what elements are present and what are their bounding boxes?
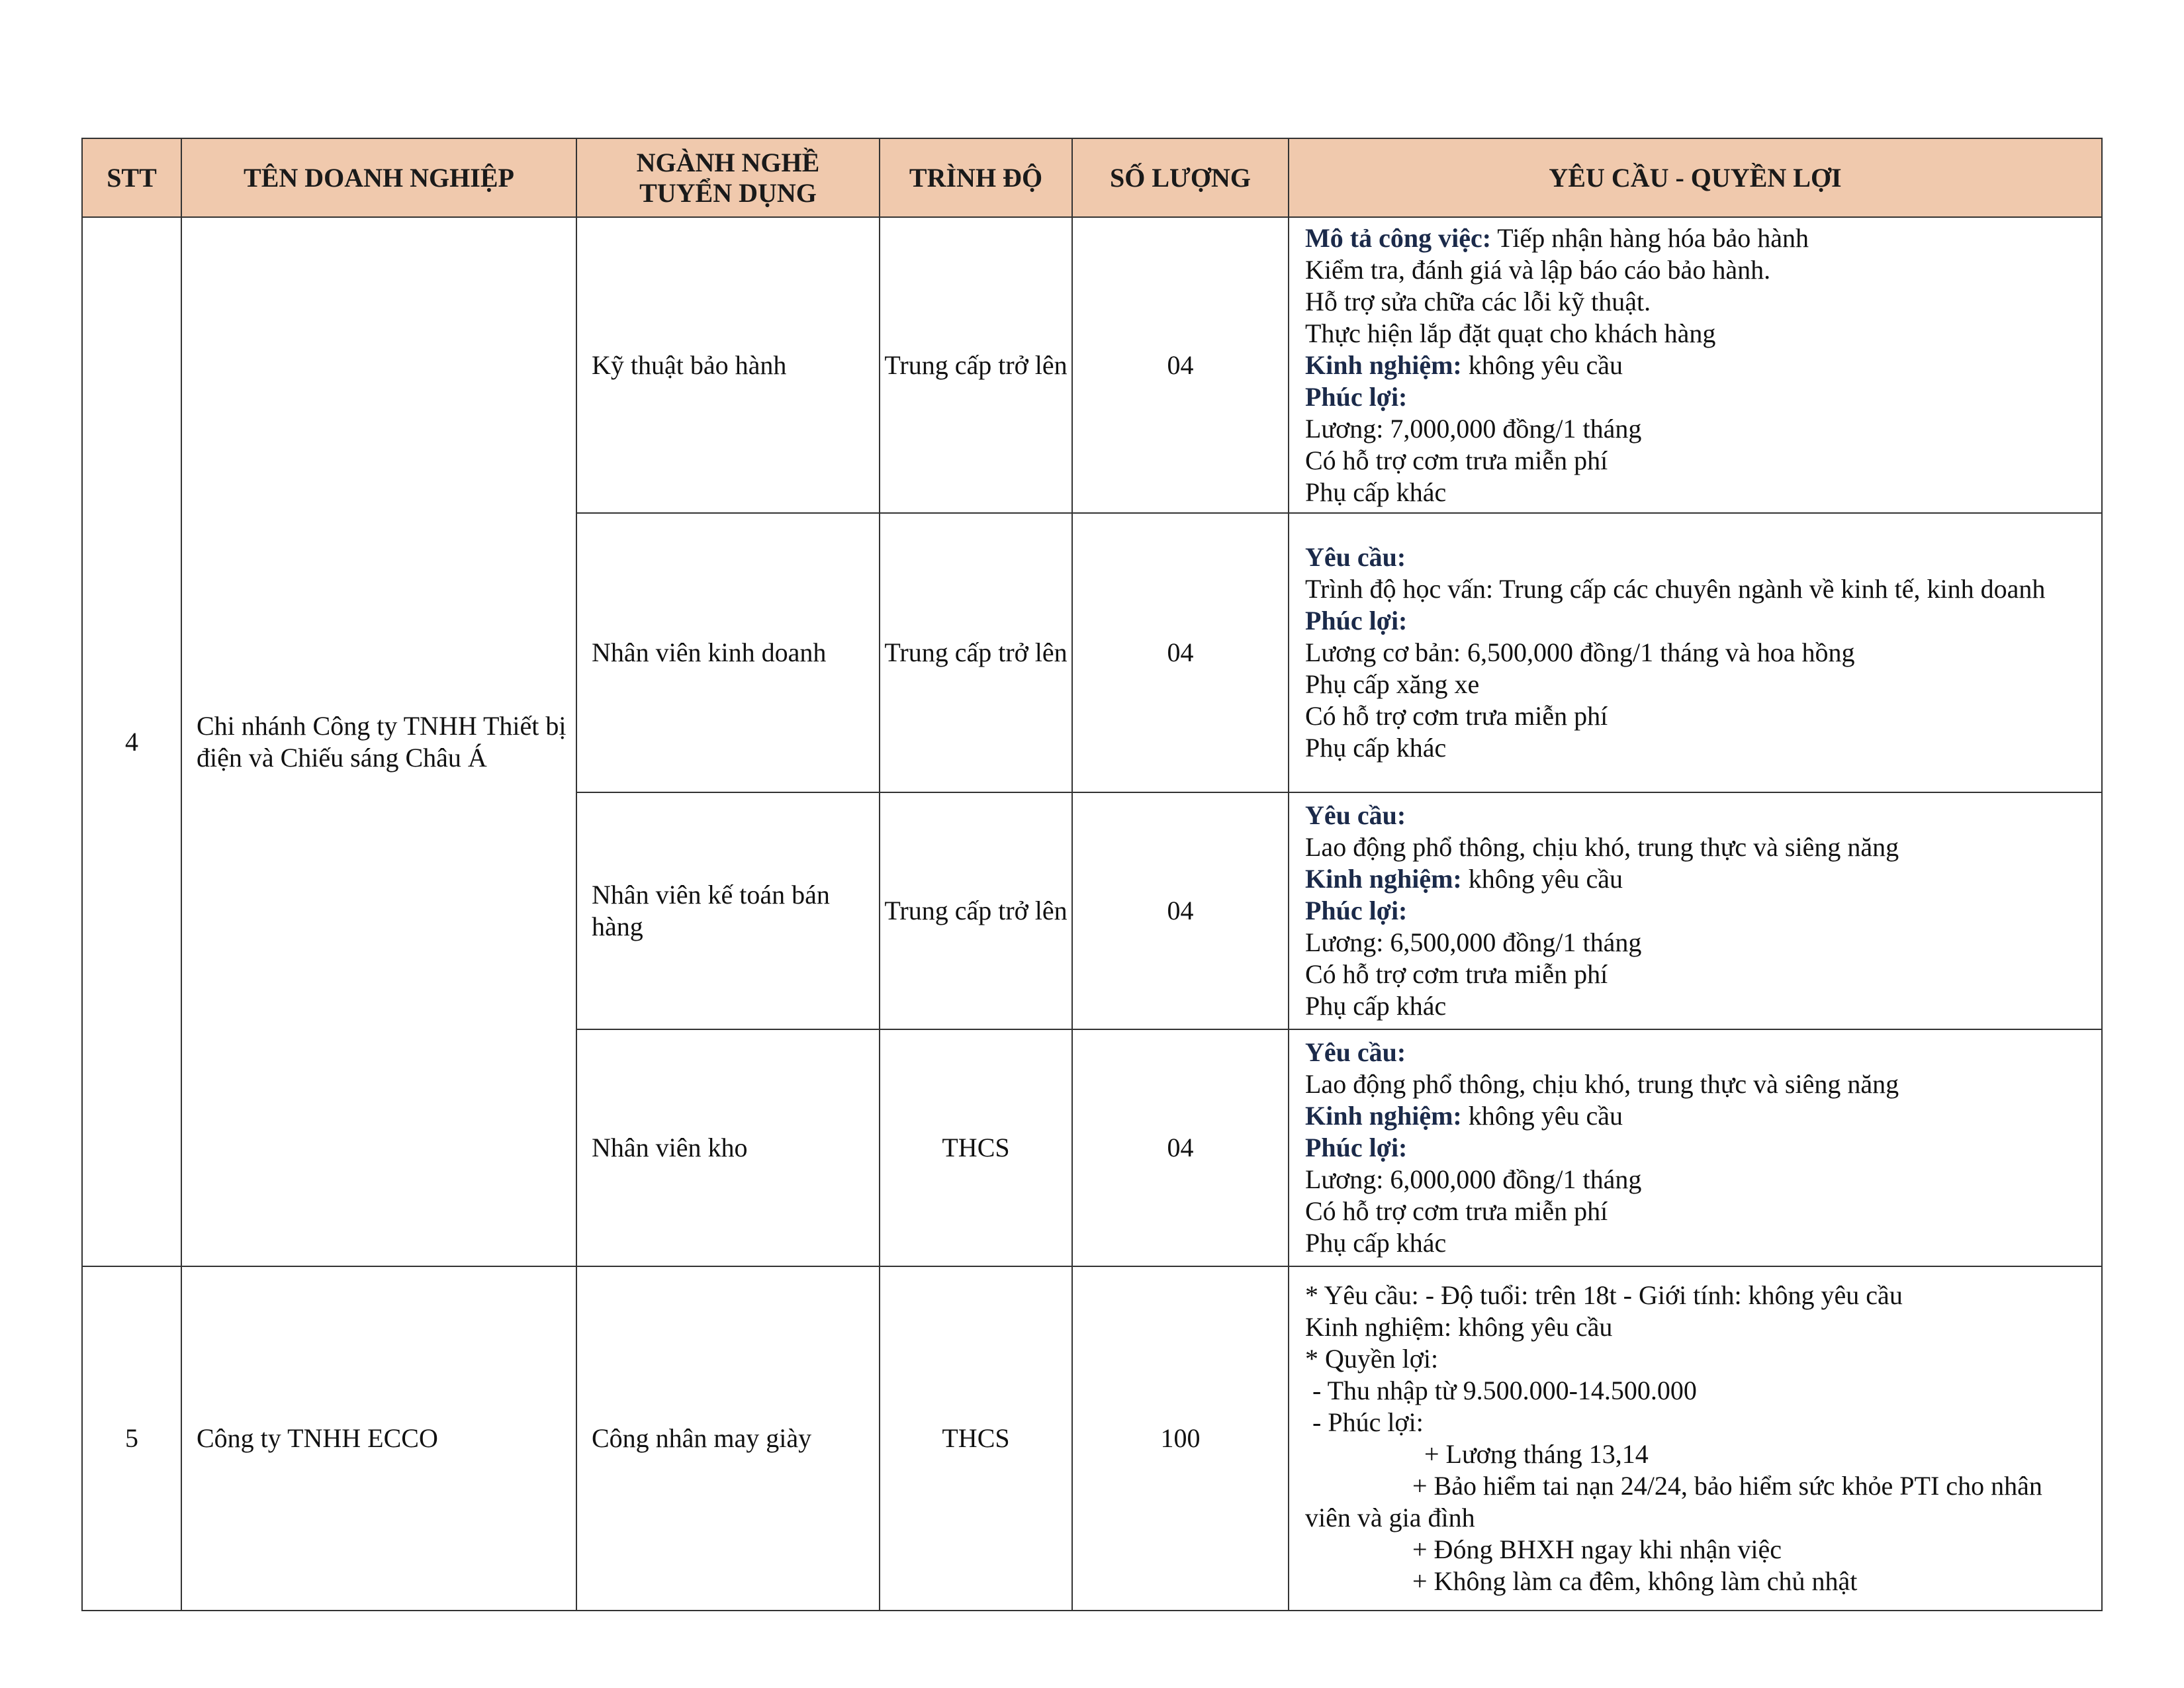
header-trade xyxy=(576,138,880,217)
header-row xyxy=(82,138,2102,217)
requirements-text: Lao động phổ thông, chịu khó, trung thực và siêng năng xyxy=(1305,1069,1899,1099)
benefit-item: Phụ cấp khác xyxy=(1305,1228,1447,1258)
experience-line: Kinh nghiệm: không yêu cầu xyxy=(1305,1312,1613,1342)
description-detail: Kiểm tra, đánh giá và lập báo cáo bảo hành. xyxy=(1305,254,1771,285)
experience-label: Kinh nghiệm: xyxy=(1305,864,1462,894)
experience-line xyxy=(1305,1100,2091,1132)
level-cell: THCS xyxy=(880,1266,1072,1611)
benefits-label: Phúc lợi: xyxy=(1305,381,1408,412)
requirements-text: Trình độ học vấn: Trung cấp các chuyên ngành về kinh tế, kinh doanh xyxy=(1305,574,2046,604)
header-requirements: YÊU CẦU - QUYỀN LỢI xyxy=(1289,138,2102,217)
benefit-item: Lương cơ bản: 6,500,000 đồng/1 tháng và hoa hồng xyxy=(1305,637,1855,667)
stt-cell: 5 xyxy=(82,1266,181,1611)
requirements-cell xyxy=(1289,217,2102,513)
job-title-cell: Nhân viên kế toán bán hàng xyxy=(576,792,880,1029)
level-cell: Trung cấp trở lên xyxy=(880,217,1072,513)
quantity-cell: 04 xyxy=(1072,792,1289,1029)
experience-line xyxy=(1305,350,2091,381)
benefit-item: Lương: 6,000,000 đồng/1 tháng xyxy=(1305,1164,1642,1194)
requirements-cell xyxy=(1289,792,2102,1029)
benefits-label: Phúc lợi: xyxy=(1305,896,1408,925)
experience-line xyxy=(1305,863,2091,895)
description-text: Tiếp nhận hàng hóa bảo hành xyxy=(1491,222,1809,253)
stt-cell: 4 xyxy=(82,217,181,1266)
income-line: - Thu nhập từ 9.500.000-14.500.000 xyxy=(1312,1376,1697,1405)
description-label: Mô tả công việc: xyxy=(1305,222,1492,253)
benefit-item: Lương: 7,000,000 đồng/1 tháng xyxy=(1305,413,1642,444)
benefit-item: + Bảo hiểm tai nạn 24/24, bảo hiểm sức khỏe PTI cho nhân viên và gia đình xyxy=(1305,1471,2049,1532)
level-cell: Trung cấp trở lên xyxy=(880,513,1072,792)
header-company: TÊN DOANH NGHIỆP xyxy=(181,138,576,217)
benefit-item: + Đóng BHXH ngay khi nhận việc xyxy=(1412,1534,1782,1564)
benefit-item: Có hỗ trợ cơm trưa miễn phí xyxy=(1305,445,1608,475)
table-row xyxy=(82,217,2102,513)
description-detail: Hỗ trợ sửa chữa các lỗi kỹ thuật. xyxy=(1305,286,1651,316)
header-trade-line2: TUYỂN DỤNG xyxy=(639,177,817,208)
experience-text: không yêu cầu xyxy=(1461,1101,1623,1131)
description-line xyxy=(1305,222,2091,254)
benefit-item: Phụ cấp khác xyxy=(1305,733,1447,763)
quantity-cell: 04 xyxy=(1072,217,1289,513)
requirements-label: Yêu cầu: xyxy=(1305,800,1406,830)
header-level: TRÌNH ĐỘ xyxy=(880,138,1072,217)
experience-label: Kinh nghiệm: xyxy=(1305,1101,1462,1131)
benefits-label: Phúc lợi: xyxy=(1305,606,1408,635)
header-trade-line1: NGÀNH NGHỀ xyxy=(636,147,820,177)
requirements-cell xyxy=(1289,513,2102,792)
table-row xyxy=(82,1266,2102,1611)
header-stt: STT xyxy=(82,138,181,217)
company-name-cell: Chi nhánh Công ty TNHH Thiết bị điện và Chiếu sáng Châu Á xyxy=(181,217,576,1266)
benefit-item: Có hỗ trợ cơm trưa miễn phí xyxy=(1305,959,1608,989)
requirements-cell xyxy=(1289,1266,2102,1611)
benefit-item: + Lương tháng 13,14 xyxy=(1424,1439,1649,1469)
experience-text: không yêu cầu xyxy=(1461,350,1623,380)
job-title-cell: Kỹ thuật bảo hành xyxy=(576,217,880,513)
level-cell: THCS xyxy=(880,1029,1072,1266)
requirements-cell xyxy=(1289,1029,2102,1266)
job-title-cell: Công nhân may giày xyxy=(576,1266,880,1611)
welfare-heading: - Phúc lợi: xyxy=(1312,1407,1424,1437)
quantity-cell: 04 xyxy=(1072,513,1289,792)
benefit-item: Phụ cấp xăng xe xyxy=(1305,669,1480,699)
job-title-cell: Nhân viên kinh doanh xyxy=(576,513,880,792)
benefits-label: Phúc lợi: xyxy=(1305,1133,1408,1162)
benefit-item: Có hỗ trợ cơm trưa miễn phí xyxy=(1305,701,1608,731)
quantity-cell: 100 xyxy=(1072,1266,1289,1611)
requirements-label: Yêu cầu: xyxy=(1305,542,1406,572)
header-quantity: SỐ LƯỢNG xyxy=(1072,138,1289,217)
benefit-item: Phụ cấp khác xyxy=(1305,991,1447,1021)
company-name-cell: Công ty TNHH ECCO xyxy=(181,1266,576,1611)
quantity-cell: 04 xyxy=(1072,1029,1289,1266)
benefits-heading: * Quyền lợi: xyxy=(1305,1344,1439,1374)
benefit-item: + Không làm ca đêm, không làm chủ nhật xyxy=(1412,1566,1858,1596)
requirements-text: Lao động phổ thông, chịu khó, trung thực và siêng năng xyxy=(1305,832,1899,862)
description-detail: Thực hiện lắp đặt quạt cho khách hàng xyxy=(1305,318,1716,348)
requirements-line: * Yêu cầu: - Độ tuổi: trên 18t - Giới tính: không yêu cầu xyxy=(1305,1280,1903,1310)
benefit-item: Lương: 6,500,000 đồng/1 tháng xyxy=(1305,927,1642,957)
experience-text: không yêu cầu xyxy=(1461,864,1623,894)
experience-label: Kinh nghiệm: xyxy=(1305,350,1462,380)
job-title-cell: Nhân viên kho xyxy=(576,1029,880,1266)
recruitment-table xyxy=(81,138,2103,1611)
level-cell: Trung cấp trở lên xyxy=(880,792,1072,1029)
benefit-item: Có hỗ trợ cơm trưa miễn phí xyxy=(1305,1196,1608,1226)
benefit-item: Phụ cấp khác xyxy=(1305,477,1447,507)
requirements-label: Yêu cầu: xyxy=(1305,1037,1406,1067)
